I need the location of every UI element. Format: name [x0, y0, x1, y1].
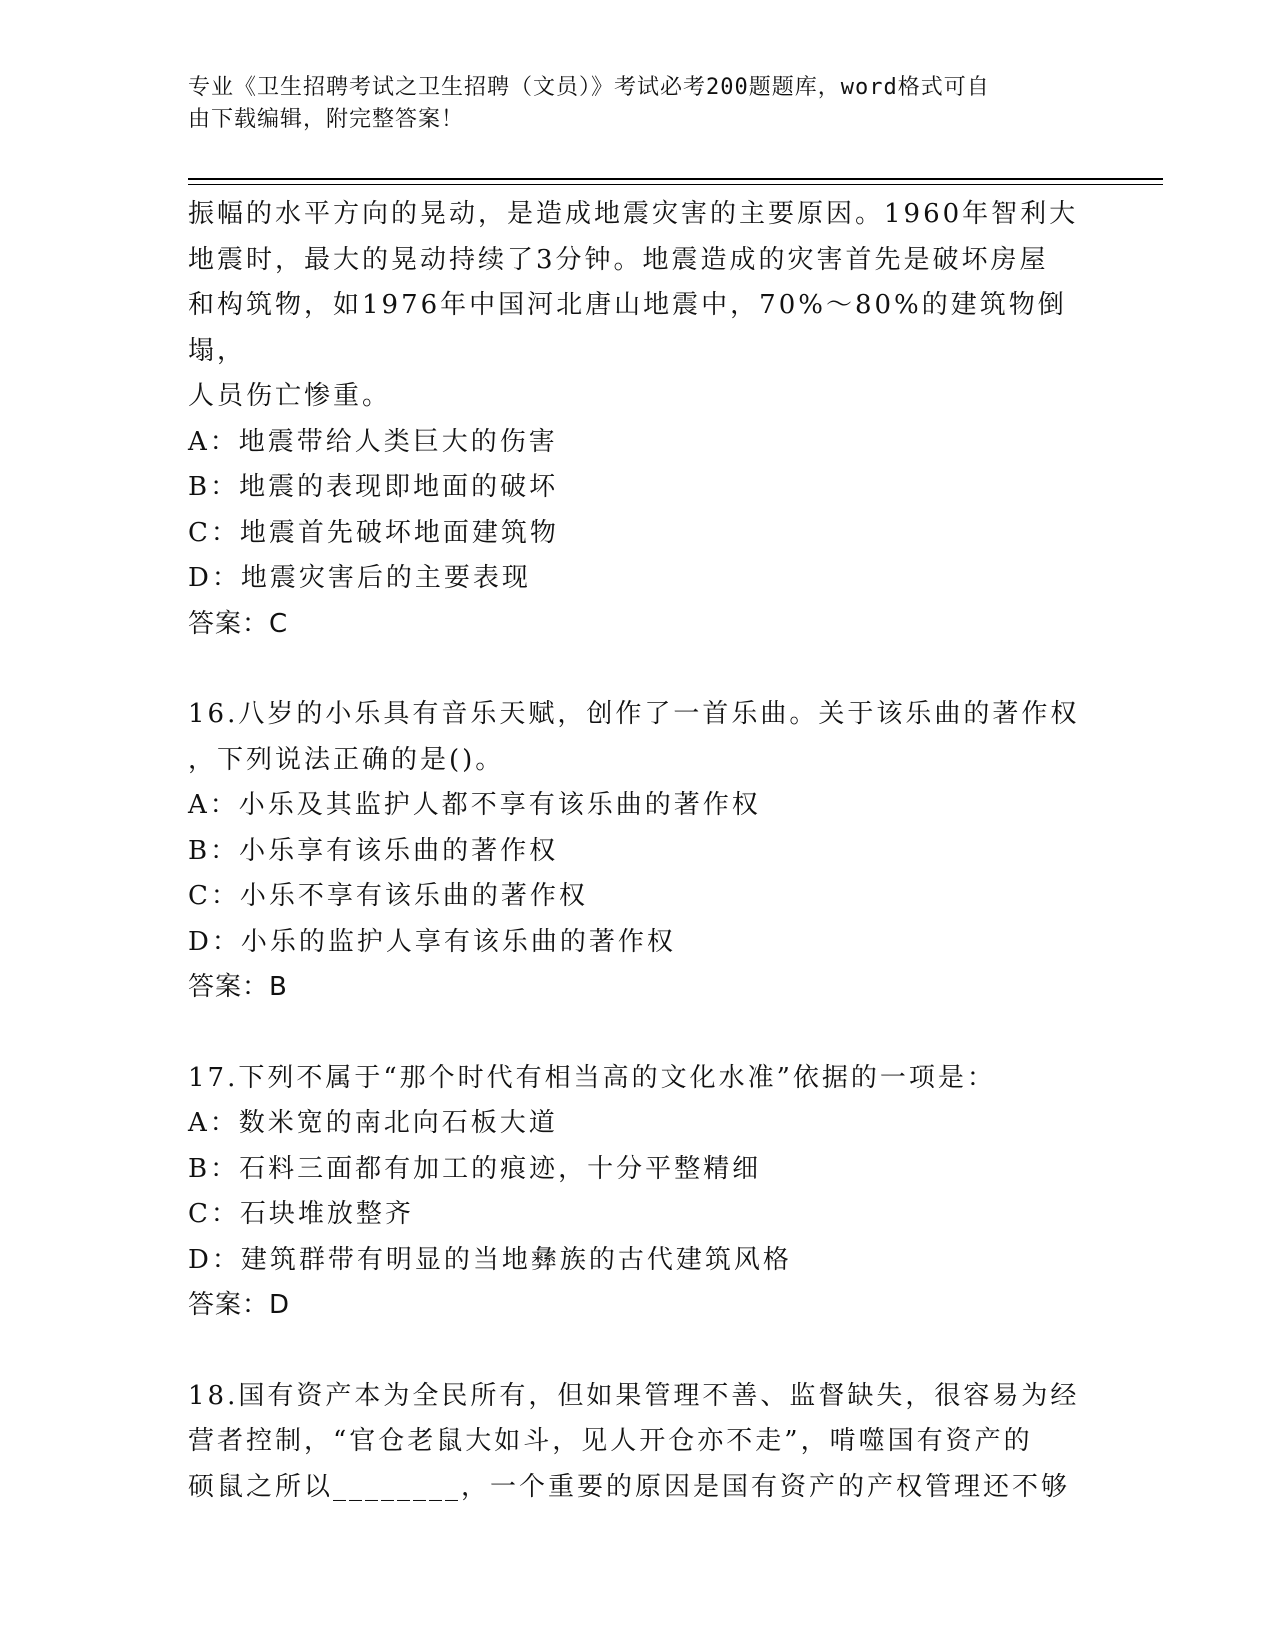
passage: [188, 192, 1088, 420]
passage-line: 和构筑物，如1976年中国河北唐山地震中，70%～80%的建筑物倒塌，: [188, 290, 1067, 366]
question-text: 硕鼠之所以________，一个重要的原因是国有资产的产权管理还不够: [188, 1471, 1071, 1502]
question-15-options: [188, 420, 1088, 648]
passage-line: 地震时，最大的晃动持续了3分钟。地震造成的灾害首先是破坏房屋: [188, 244, 1049, 275]
option-d: D：小乐的监护人享有该乐曲的著作权: [188, 926, 676, 957]
question-17: [188, 1056, 1088, 1329]
question-text: ，下列说法正确的是()。: [188, 744, 505, 775]
passage-line: 人员伤亡惨重。: [188, 381, 392, 411]
option-d: D：地震灾害后的主要表现: [188, 563, 531, 593]
option-c: C：石块堆放整齐: [188, 1199, 414, 1229]
header-line-1: 专业《卫生招聘考试之卫生招聘（文员）》考试必考200题题库，word格式可自: [188, 75, 990, 100]
question-text: 17.下列不属于“那个时代有相当高的文化水准”依据的一项是：: [188, 1062, 996, 1093]
question-text: 营者控制，“官仓老鼠大如斗，见人开仓亦不走”，啃噬国有资产的: [188, 1426, 1033, 1456]
question-16: [188, 692, 1088, 1011]
question-text: 18.国有资产本为全民所有，但如果管理不善、监督缺失，很容易为经: [188, 1380, 1080, 1411]
option-b: B：小乐享有该乐曲的著作权: [188, 835, 559, 866]
passage-line: 振幅的水平方向的晃动，是造成地震灾害的主要原因。1960年智利大: [188, 199, 1079, 229]
question-18: [188, 1374, 1088, 1511]
option-a: A：地震带给人类巨大的伤害: [188, 426, 558, 457]
question-text: 16.八岁的小乐具有音乐天赋，创作了一首乐曲。关于该乐曲的著作权: [188, 699, 1080, 729]
option-a: A：小乐及其监护人都不享有该乐曲的著作权: [188, 790, 761, 820]
header-rule-thin: [188, 184, 1163, 185]
option-d: D：建筑群带有明显的当地彝族的古代建筑风格: [188, 1244, 792, 1275]
option-c: C：地震首先破坏地面建筑物: [188, 517, 559, 548]
option-a: A：数米宽的南北向石板大道: [188, 1108, 558, 1138]
header-rule-thick: [188, 178, 1163, 180]
header-line-2: 由下载编辑，附完整答案！: [188, 107, 465, 132]
option-c: C：小乐不享有该乐曲的著作权: [188, 881, 588, 911]
answer: 答案：C: [188, 608, 289, 639]
answer: 答案：D: [188, 1290, 291, 1320]
document-header: [188, 72, 1088, 136]
option-b: B：石料三面都有加工的痕迹，十分平整精细: [188, 1153, 762, 1184]
answer: 答案：B: [188, 972, 288, 1002]
option-b: B：地震的表现即地面的破坏: [188, 472, 559, 502]
document-body: [188, 192, 1088, 1510]
